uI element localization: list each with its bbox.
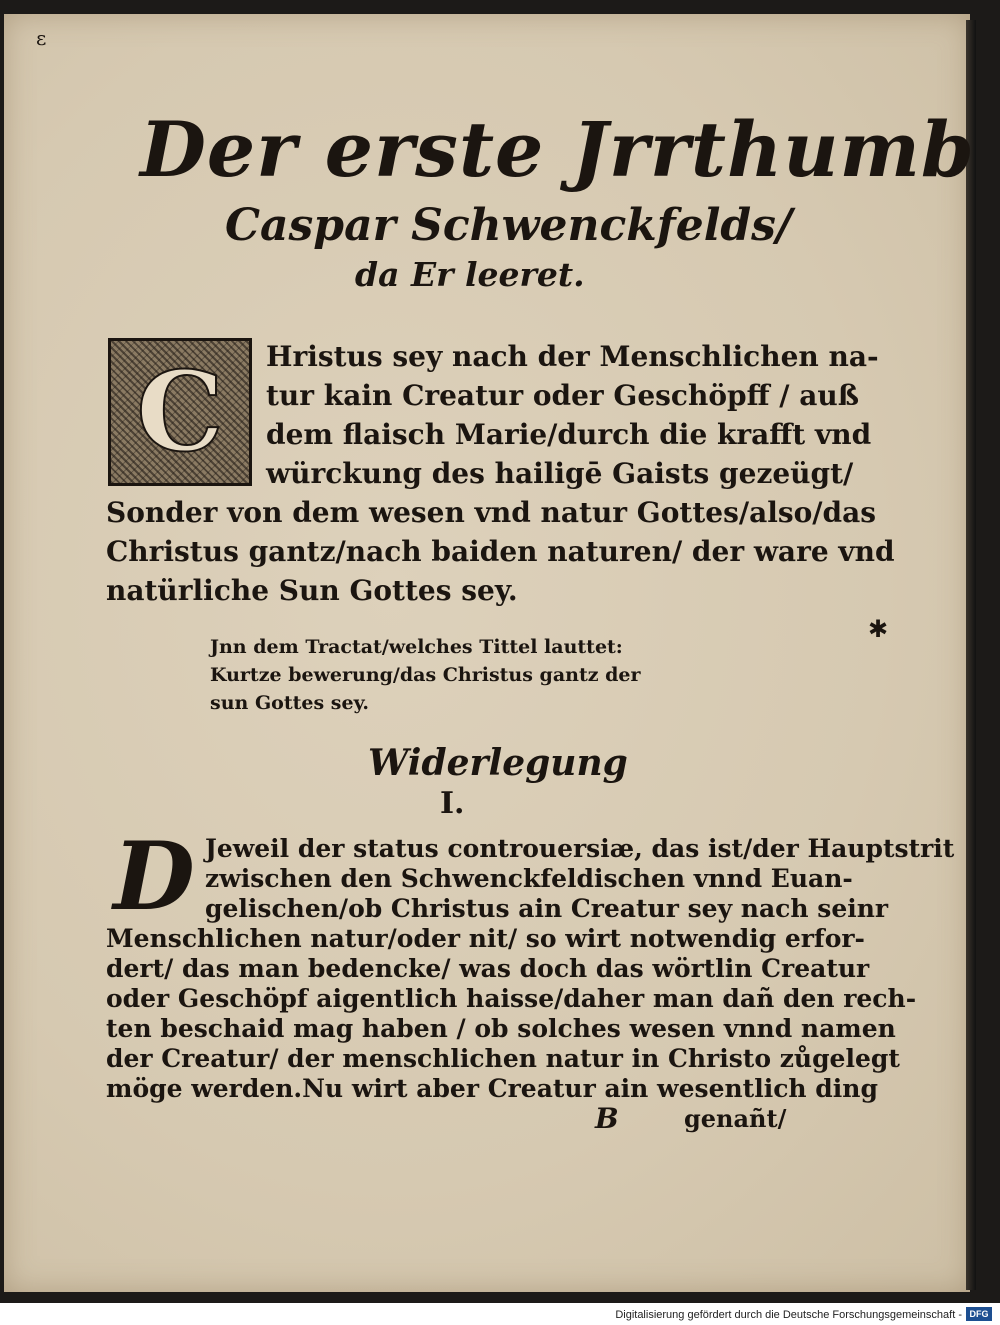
paragraph-1-line: Christus gantz/nach baiden naturen/ der ware vnd xyxy=(106,535,895,568)
section-heading: Widerlegung xyxy=(368,742,628,784)
paragraph-2-line: oder Geschöpf aigentlich haisse/daher man dañ den rech- xyxy=(106,984,917,1013)
title-line-3: da Er leeret. xyxy=(355,255,585,294)
paragraph-1-line: Sonder von dem wesen vnd natur Gottes/also/das xyxy=(106,496,876,529)
title-line-1: Der erste Jrrthumb xyxy=(140,105,976,194)
paragraph-1-line: Hristus sey nach der Menschlichen na- xyxy=(266,340,879,373)
paragraph-2-line: zwischen den Schwenckfeldischen vnnd Euan- xyxy=(205,864,853,893)
star-ornament: ✱ xyxy=(868,615,889,643)
section-number: I. xyxy=(440,786,465,821)
dfg-logo-icon[interactable]: DFG xyxy=(966,1307,992,1321)
title-line-2: Caspar Schwenckfelds/ xyxy=(225,200,793,251)
paragraph-2-line: Menschlichen natur/oder nit/ so wirt notwendig erfor- xyxy=(106,924,865,953)
paragraph-2-line: möge werden.Nu wirt aber Creatur ain wesentlich ding xyxy=(106,1074,878,1103)
paragraph-2-line: Jeweil der status controuersiæ, das ist/der Hauptstrit xyxy=(205,834,955,863)
paragraph-1-line: dem flaisch Marie/durch die krafft vnd xyxy=(266,418,872,451)
paragraph-2-line: gelischen/ob Christus ain Creatur sey nach seinr xyxy=(205,894,889,923)
ornamental-initial-d: D xyxy=(113,822,195,932)
paragraph-2-line: der Creatur/ der menschlichen natur in Christo zůgelegt xyxy=(106,1044,900,1073)
source-note-line: Kurtze bewerung/das Christus gantz der xyxy=(210,664,641,686)
source-note-line: sun Gottes sey. xyxy=(210,692,370,714)
funding-footer: Digitalisierung gefördert durch die Deutsche Forschungsgemeinschaft - xyxy=(615,1309,962,1321)
paragraph-1-line: tur kain Creatur oder Geschöpff / auß xyxy=(266,379,860,412)
decorated-initial xyxy=(108,338,252,486)
paragraph-1-line: würckung des hailigē Gaists gezeügt/ xyxy=(266,457,854,490)
corner-mark: ɛ xyxy=(36,26,47,50)
paragraph-2-line: ten beschaid mag haben / ob solches wesen vnnd namen xyxy=(106,1014,896,1043)
catchword: genañt/ xyxy=(684,1104,787,1133)
decorated-initial-letter: C xyxy=(136,347,224,476)
page-edge xyxy=(966,20,976,1290)
paragraph-1-line: natürliche Sun Gottes sey. xyxy=(106,574,518,607)
paragraph-2-line: dert/ das man bedencke/ was doch das wörtlin Creatur xyxy=(106,954,870,983)
source-note-line: Jnn dem Tractat/welches Tittel lauttet: xyxy=(210,636,623,658)
signature-mark: B xyxy=(595,1102,619,1135)
